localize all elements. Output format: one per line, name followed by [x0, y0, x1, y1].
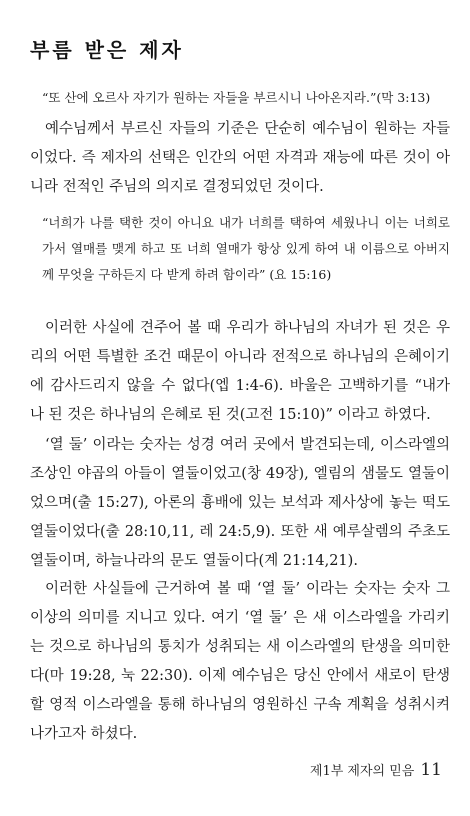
paragraph-4-text: 이러한 사실들에 근거하여 볼 때 ‘열 둘’ 이라는 숫자는 숫자 그 이상의 의미를 지니고 있다. 여기 ‘열 둘’ 은 새 이스라엘을 가리키는 것으로 하나님의 통치가 성취되는 새 이스라엘의 탄생을 의미한다(마 19:28, 눅 22:30). 이제 예수님은 당신 안에서 새로이 탄생할 영적 이스라엘을 통해 하나님의 영원하신 구속 계획을 성취시켜 나가고자 하셨다.: [30, 581, 450, 742]
page-footer: [310, 760, 442, 780]
scripture-quote-mark: “또 산에 오르사 자기가 원하는 자들을 부르시니 나아온지라.”(막 3:13): [42, 90, 431, 105]
section-title: 부름 받은 제자: [30, 38, 184, 62]
paragraph-3: [30, 431, 450, 576]
page-number: 11: [420, 760, 442, 780]
scripture-quote-john: “너희가 나를 택한 것이 아니요 내가 너희를 택하여 세웠나니 이는 너희로 가서 열매를 맺게 하고 또 너희 열매가 항상 있게 하여 내 이름으로 아버지께 무엇을 구하든지 다 받게 하려 함이라” (요 15:16): [42, 215, 450, 282]
paragraph-1-text: 예수님께서 부르신 자들의 기준은 단순히 예수님이 원하는 자들이었다. 즉 제자의 선택은 인간의 어떤 자격과 재능에 따른 것이 아니라 전적인 주님의 의지로 결정되었던 것이다.: [30, 121, 450, 195]
paragraph-1: [30, 115, 450, 202]
paragraph-4: [30, 575, 450, 749]
footer-section-title: 제1부 제자의 믿음: [309, 764, 415, 779]
paragraph-2: [30, 314, 450, 430]
paragraph-2-text: 이러한 사실에 견주어 볼 때 우리가 하나님의 자녀가 된 것은 우리의 어떤 특별한 조건 때문이 아니라 전적으로 하나님의 은혜이기에 감사드리지 않을 수 없다(엡 1:4-6). 바울은 고백하기를 “내가 나 된 것은 하나님의 은혜로 된 것(고전 15:10)” 이라고 하였다.: [30, 320, 450, 423]
paragraph-3-text: ‘열 둘’ 이라는 숫자는 성경 여러 곳에서 발견되는데, 이스라엘의 조상인 야곱의 아들이 열둘이었고(창 49장), 엘림의 샘물도 열둘이었으며(출 15:27), 아론의 흉배에 있는 보석과 제사상에 놓는 떡도 열둘이었다(출 28:10,11, 레 24:5,9). 또한 새 예루살렘의 주초도 열둘이며, 하늘나라의 문도 열둘이다(계 21:14,21).: [30, 437, 450, 569]
